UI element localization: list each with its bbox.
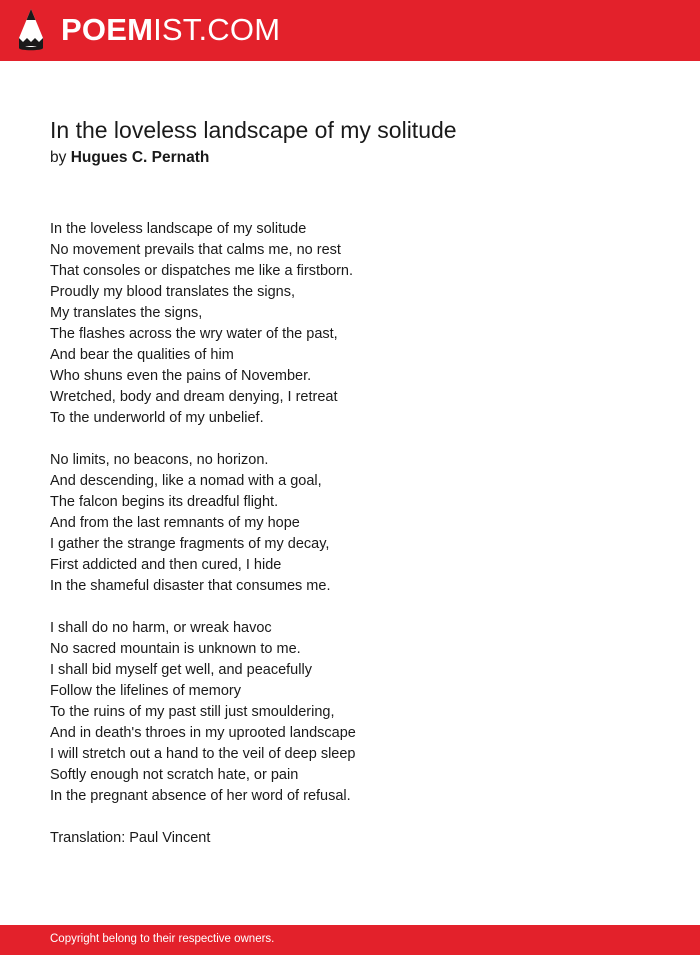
site-header xyxy=(0,0,700,61)
poem-line: My translates the signs, xyxy=(50,305,203,321)
poem-line: No sacred mountain is unknown to me. xyxy=(50,641,301,657)
poem-line: And bear the qualities of him xyxy=(50,347,234,363)
poem-line: I shall do no harm, or wreak havoc xyxy=(50,620,272,636)
poem-line: Proudly my blood translates the signs, xyxy=(50,284,296,300)
poem-line: Softly enough not scratch hate, or pain xyxy=(50,767,299,783)
poem-line: In the pregnant absence of her word of refusal. xyxy=(50,788,351,804)
poem-line: And from the last remnants of my hope xyxy=(50,515,300,531)
poem-line: Follow the lifelines of memory xyxy=(50,683,241,699)
poem-line: No limits, no beacons, no horizon. xyxy=(50,452,269,468)
poem-line: That consoles or dispatches me like a firstborn. xyxy=(50,263,354,279)
poem-line: I gather the strange fragments of my decay, xyxy=(50,536,330,552)
copyright-notice: Copyright belong to their respective owners. xyxy=(50,933,275,945)
poem-line: Wretched, body and dream denying, I retreat xyxy=(50,389,338,405)
logo-text-light: IST.COM xyxy=(153,12,281,47)
translation-credit: Translation: Paul Vincent xyxy=(50,830,211,846)
poem-line: To the ruins of my past still just smouldering, xyxy=(50,704,335,720)
poem-line: First addicted and then cured, I hide xyxy=(50,557,282,573)
site-footer xyxy=(0,925,700,955)
site-logo[interactable] xyxy=(18,8,280,52)
poem-line: And descending, like a nomad with a goal, xyxy=(50,473,322,489)
poem-line: The flashes across the wry water of the past, xyxy=(50,326,338,342)
poem-body xyxy=(50,219,650,849)
stanza-1 xyxy=(50,219,650,429)
poem-line: In the shameful disaster that consumes me. xyxy=(50,578,331,594)
stanza-2 xyxy=(50,450,650,597)
byline xyxy=(50,149,209,167)
poem-line: And in death's throes in my uprooted landscape xyxy=(50,725,356,741)
poem-line: Who shuns even the pains of November. xyxy=(50,368,312,384)
poem-line: I will stretch out a hand to the veil of deep sleep xyxy=(50,746,356,762)
poem-title: In the loveless landscape of my solitude xyxy=(50,117,457,143)
logo-wordmark xyxy=(61,8,280,52)
poem-line: In the loveless landscape of my solitude xyxy=(50,221,307,237)
stanza-3 xyxy=(50,618,650,807)
pencil-icon xyxy=(18,8,44,52)
by-label: by xyxy=(50,149,67,166)
poem-line: The falcon begins its dreadful flight. xyxy=(50,494,279,510)
poem-line: No movement prevails that calms me, no rest xyxy=(50,242,341,258)
poem-line: To the underworld of my unbelief. xyxy=(50,410,264,426)
logo-text-bold: POEM xyxy=(61,12,154,47)
author-name: Hugues C. Pernath xyxy=(70,149,210,166)
poem-line: I shall bid myself get well, and peacefully xyxy=(50,662,312,678)
